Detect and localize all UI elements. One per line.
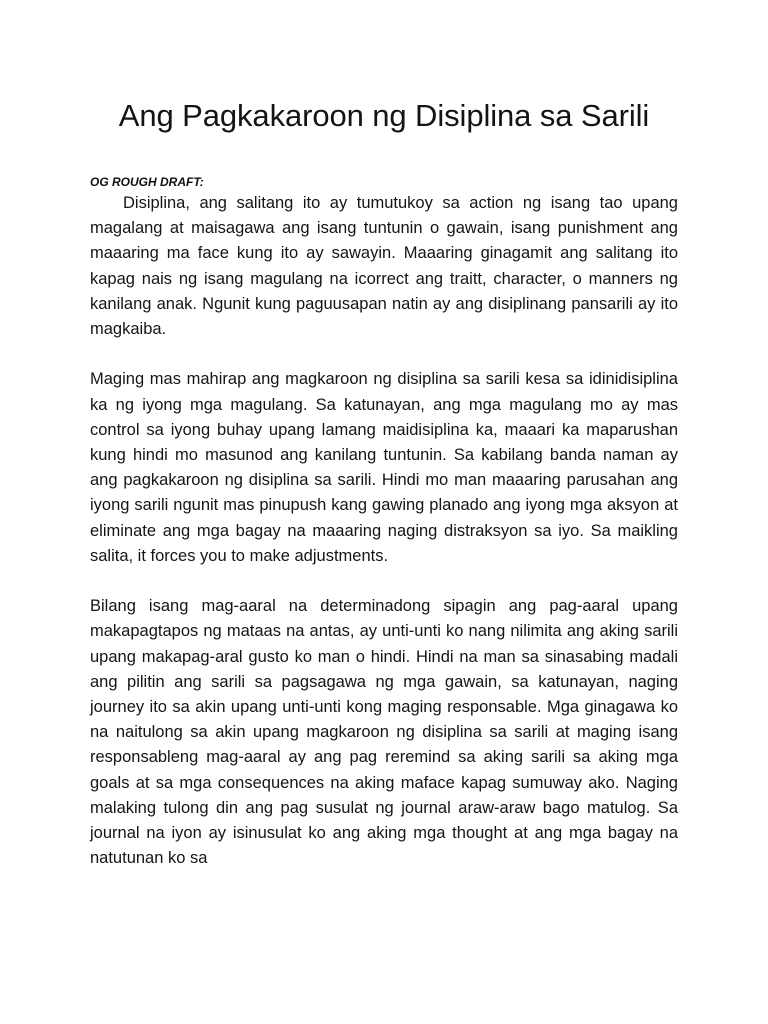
paragraph-2: Maging mas mahirap ang magkaroon ng disiplina sa sarili kesa sa idinidisiplina ka ng iyong mga magulang. Sa katunayan, ang mga magulang mo ay mas control sa iyong buhay upang lamang maidisiplina ka, maaari ka maparushan kung hindi mo masunod ang kanilang tuntunin. Sa kabilang banda naman ay ang pagkakaroon ng disiplina sa sarili. Hindi mo man maaaring parusahan ang iyong sarili ngunit mas pinupush kang gawing planado ang iyong mga aksyon at eliminate ang mga bagay na maaaring naging distraksyon sa iyo. Sa maikling salita, it forces you to make adjustments. [90,370,678,565]
draft-label: OG ROUGH DRAFT: [90,175,204,189]
document-title: Ang Pagkakaroon ng Disiplina sa Sarili [118,98,650,133]
paragraph-3: Bilang isang mag-aaral na determinadong sipagin ang pag-aaral upang makapagtapos ng mataas na antas, ay unti-unti ko nang nilimita ang aking sarili upang makapag-aral gusto ko man o hindi. Hindi na man sa sinasabing madali ang pilitin ang sarili sa pagsagawa ng mga gawain, sa katunayan, naging journey ito sa akin upang unti-unti kong maging responsable. Mga ginagawa ko na naitulong sa akin upang magkaroon ng disiplina sa sarili at maging isang responsableng mag-aaral ay ang pag reremind sa aking sarili sa aking mga goals at sa mga consequences na aking maface kapag sumuway ako. Naging malaking tulong din ang pag susulat ng journal araw-araw bago matulog. Sa journal na iyon ay isinusulat ko ang aking mga thought at ang mga bagay na natutunan ko sa [90,597,678,868]
paragraph-1: Disiplina, ang salitang ito ay tumutukoy sa action ng isang tao upang magalang at maisagawa ang isang tuntunin o gawain, isang punishment ang maaaring ma face kung ito ay sawayin. Maaaring ginagamit ang salitang ito kapag nais ng isang magulang na icorrect ang traitt, character, o manners ng kanilang anak. Ngunit kung paguusapan natin ay ang disiplinang pansarili ay ito magkaiba. [90,194,678,339]
